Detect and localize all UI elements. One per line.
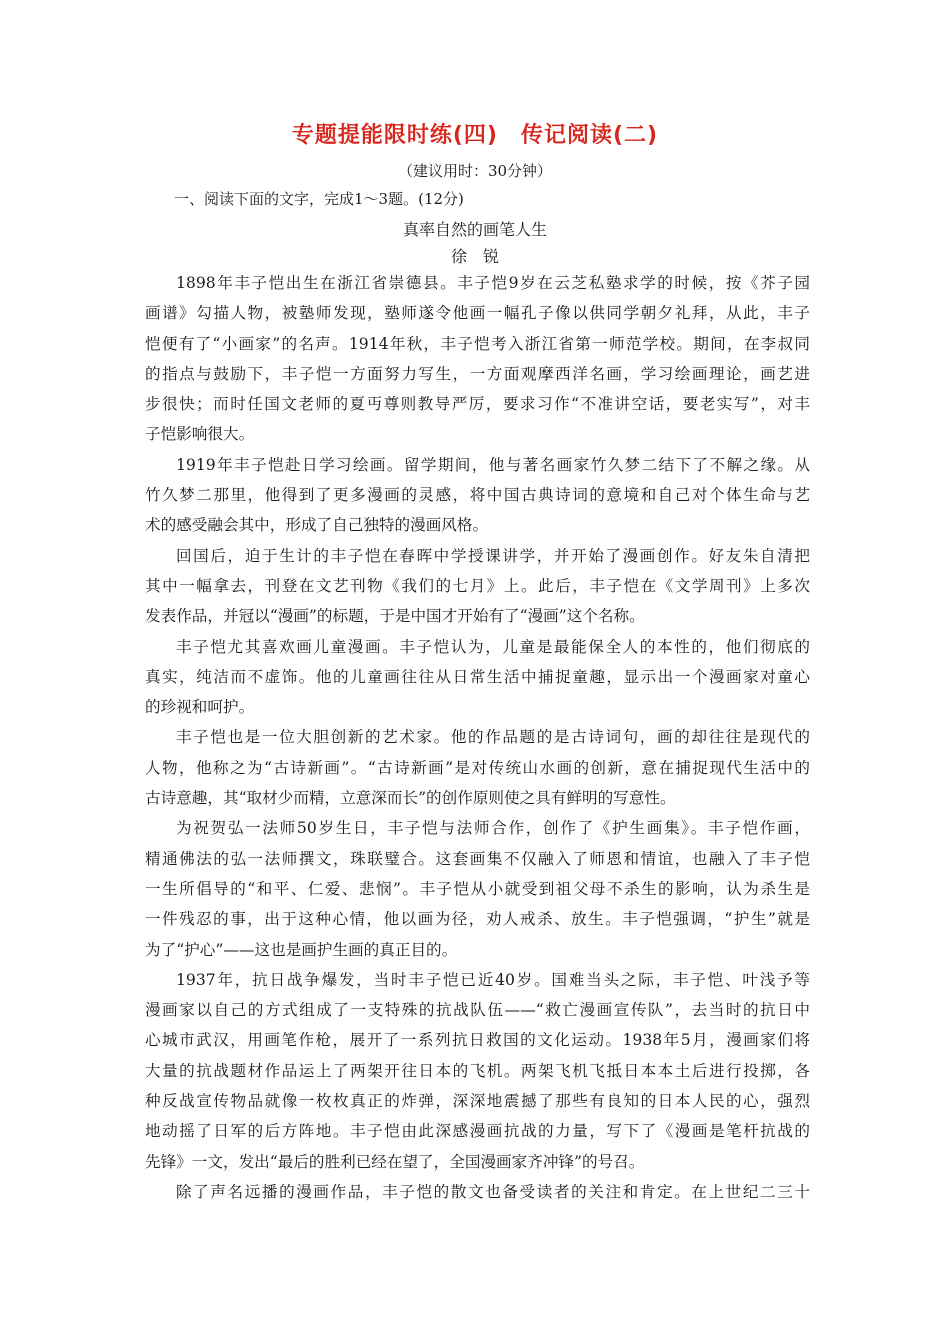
paragraph-line: 古诗意趣，其“取材少而精，立意深而长”的创作原则使之具有鲜明的写意性。	[145, 789, 676, 808]
paragraph-line: 发表作品，并冠以“漫画”的标题，于是中国才开始有了“漫画”这个名称。	[145, 607, 645, 626]
paragraph-line: 地动摇了日军的后方阵地。丰子恺由此深感漫画抗战的力量，写下了《漫画是笔杆抗战的	[145, 1122, 810, 1141]
article-title: 真率自然的画笔人生	[402, 220, 547, 239]
paragraph-line: 丰子恺也是一位大胆创新的艺术家。他的作品题的是古诗词句，画的却往往是现代的	[176, 728, 810, 747]
article-paragraph	[145, 450, 810, 541]
paragraph-line: 一件残忍的事，出于这种心情，他以画为径，劝人戒杀、放生。丰子恺强调，“护生”就是	[145, 910, 810, 929]
paragraph-line: 竹久梦二那里，他得到了更多漫画的灵感，将中国古典诗词的意境和自己对个体生命与艺	[145, 486, 810, 505]
paragraph-line: 为祝贺弘一法师50岁生日，丰子恺与法师合作，创作了《护生画集》。丰子恺作画，	[176, 819, 810, 838]
article-paragraph	[145, 541, 810, 632]
article-paragraph	[145, 965, 810, 1177]
paragraph-line: 其中一幅拿去，刊登在文艺刊物《我们的七月》上。此后，丰子恺在《文学周刊》上多次	[145, 576, 810, 595]
paragraph-line: 大量的抗战题材作品运上了两架开往日本的飞机。两架飞机飞抵日本本土后进行投掷，各	[145, 1061, 810, 1080]
article-paragraph	[145, 1177, 810, 1207]
article-paragraph	[145, 632, 810, 723]
paragraph-line: 回国后，迫于生计的丰子恺在春晖中学授课讲学，并开始了漫画创作。好友朱自清把	[176, 546, 810, 565]
question-instruction: 一、阅读下面的文字，完成1～3题。(12分)	[174, 190, 464, 208]
article-paragraph	[145, 268, 810, 450]
paragraph-line: 一生所倡导的“和平、仁爱、悲悯”。丰子恺从小就受到祖父母不杀生的影响，认为杀生是	[145, 879, 810, 898]
paragraph-line: 人物，他称之为“古诗新画”。“古诗新画”是对传统山水画的创新，意在捕捉现代生活中的	[145, 758, 810, 777]
paragraph-line: 步很快；而时任国文老师的夏丏尊则教导严厉，要求习作“不准讲空话，要老实写”，对丰	[145, 395, 810, 414]
article-paragraph	[145, 813, 810, 964]
paragraph-line: 术的感受融会其中，形成了自己独特的漫画风格。	[145, 516, 489, 535]
paragraph-line: 心城市武汉，用画笔作枪，展开了一系列抗日救国的文化运动。1938年5月，漫画家们将	[145, 1031, 810, 1050]
paragraph-line: 先锋》一文，发出“最后的胜利已经在望了，全国漫画家齐冲锋”的号召。	[145, 1152, 645, 1171]
paragraph-line: 真实，纯洁而不虚饰。他的儿童画往往从日常生活中捕捉童趣，显示出一个漫画家对童心	[145, 667, 810, 686]
paragraph-line: 精通佛法的弘一法师撰文，珠联璧合。这套画集不仅融入了师恩和情谊，也融入了丰子恺	[145, 849, 810, 868]
page-title: 专题提能限时练(四) 传记阅读(二)	[291, 123, 659, 148]
paragraph-line: 为了“护心”——这也是画护生画的真正目的。	[145, 940, 458, 959]
article-body	[145, 268, 810, 1207]
paragraph-line: 丰子恺尤其喜欢画儿童漫画。丰子恺认为，儿童是最能保全人的本性的，他们彻底的	[176, 637, 810, 656]
paragraph-line: 种反战宣传物品就像一枚枚真正的炸弹，深深地震撼了那些有良知的日本人民的心，强烈	[145, 1092, 810, 1111]
paragraph-line: 1919年丰子恺赴日学习绘画。留学期间，他与著名画家竹久梦二结下了不解之缘。从	[176, 455, 810, 474]
paragraph-line: 1898年丰子恺出生在浙江省崇德县。丰子恺9岁在云芝私塾求学的时候，按《芥子园	[176, 274, 810, 292]
paragraph-line: 漫画家以自己的方式组成了一支特殊的抗战队伍——“救亡漫画宣传队”，去当时的抗日中	[145, 1001, 810, 1020]
paragraph-line: 的珍视和呵护。	[145, 698, 255, 717]
paragraph-line: 1937年，抗日战争爆发，当时丰子恺已近40岁。国难当头之际，丰子恺、叶浅予等	[176, 970, 810, 989]
article-paragraph	[145, 722, 810, 813]
article-author: 徐 锐	[450, 247, 499, 266]
paragraph-line: 恺便有了“小画家”的名声。1914年秋，丰子恺考入浙江省第一师范学校。期间，在李叔同	[145, 334, 810, 353]
paragraph-line: 除了声名远播的漫画作品，丰子恺的散文也备受读者的关注和肯定。在上世纪二三十	[176, 1182, 810, 1201]
paragraph-line: 的指点与鼓励下，丰子恺一方面努力写生，一方面观摩西洋名画，学习绘画理论，画艺进	[145, 364, 810, 383]
paragraph-line: 子恺影响很大。	[145, 425, 255, 444]
time-note: （建议用时：30分钟）	[397, 162, 553, 180]
paragraph-line: 画谱》勾描人物，被塾师发现，塾师遂令他画一幅孔子像以供同学朝夕礼拜，从此，丰子	[145, 304, 810, 323]
